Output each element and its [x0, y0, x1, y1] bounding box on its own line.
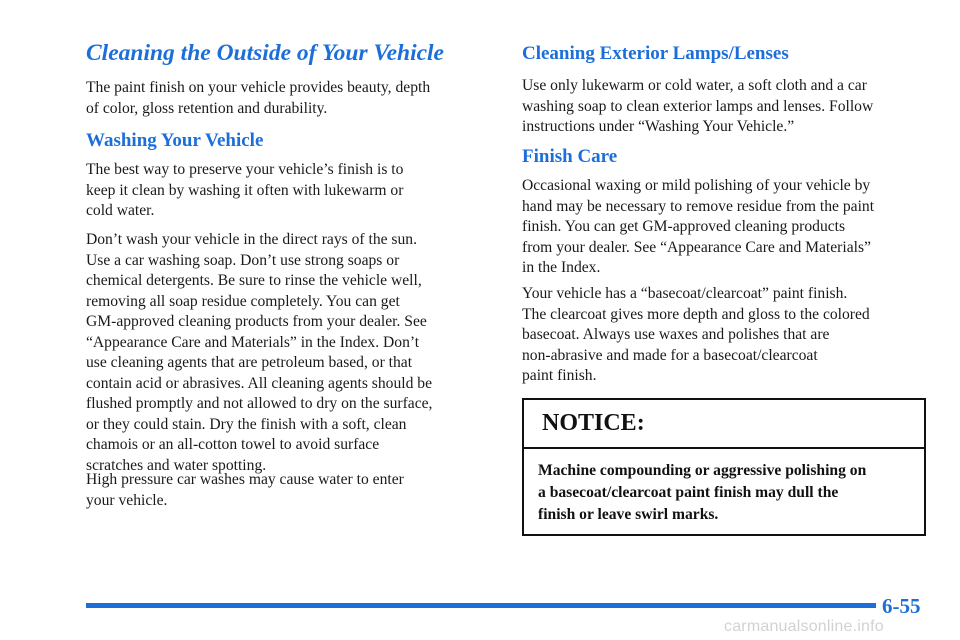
- washing-paragraph-1: [86, 160, 403, 222]
- lamps-paragraph: [522, 76, 873, 138]
- text-line: contain acid or abrasives. All cleaning agents should be: [86, 374, 432, 392]
- text-line: Occasional waxing or mild polishing of your vehicle by: [522, 177, 871, 194]
- finish-care-paragraph-2: [522, 284, 870, 387]
- text-line: in the Index.: [522, 259, 601, 276]
- text-line: The paint finish on your vehicle provides beauty, depth: [86, 79, 431, 96]
- text-line: basecoat. Always use waxes and polishes that are: [522, 326, 830, 343]
- text-line: flushed promptly and not allowed to dry on the surface,: [86, 395, 433, 412]
- text-line: Your vehicle has a “basecoat/clearcoat” paint finish.: [522, 285, 848, 302]
- text-line: scratches and water spotting.: [86, 456, 267, 474]
- text-line: from your dealer. See “Appearance Care and Materials”: [522, 238, 871, 256]
- text-line: non‑abrasive and made for a basecoat/clearcoat: [522, 346, 818, 364]
- notice-header: [524, 400, 924, 449]
- section-heading-finish-care: Finish Care: [522, 146, 618, 167]
- text-line: paint finish.: [522, 367, 597, 384]
- text-line: a basecoat/clearcoat paint finish may dull the: [538, 484, 839, 501]
- section-heading-lamps: Cleaning Exterior Lamps/Lenses: [522, 43, 789, 64]
- text-line: Machine compounding or aggressive polishing on: [538, 462, 867, 479]
- intro-paragraph: [86, 78, 430, 119]
- text-line: keep it clean by washing it often with lukewarm or: [86, 181, 404, 199]
- text-line: your vehicle.: [86, 491, 168, 509]
- page-title: Cleaning the Outside of Your Vehicle: [86, 40, 444, 66]
- section-heading-washing: Washing Your Vehicle: [86, 130, 264, 151]
- notice-box: [522, 398, 926, 536]
- text-line: of color, gloss retention and durability.: [86, 99, 328, 117]
- text-line: Use only lukewarm or cold water, a soft cloth and a car: [522, 77, 867, 94]
- text-line: cold water.: [86, 202, 155, 219]
- notice-body: [538, 460, 866, 526]
- text-line: The best way to preserve your vehicle’s finish is to: [86, 161, 404, 178]
- text-line: chamois or an all‑cotton towel to avoid surface: [86, 436, 380, 453]
- washing-paragraph-2: [86, 230, 432, 476]
- washing-paragraph-3: [86, 470, 404, 511]
- text-line: finish or leave swirl marks.: [538, 506, 719, 523]
- notice-title: NOTICE:: [542, 410, 645, 436]
- text-line: washing soap to clean exterior lamps and lenses. Follow: [522, 97, 874, 115]
- finish-care-paragraph-1: [522, 176, 874, 279]
- text-line: Don’t wash your vehicle in the direct rays of the sun.: [86, 231, 417, 248]
- text-line: hand may be necessary to remove residue from the paint: [522, 197, 875, 215]
- text-line: chemical detergents. Be sure to rinse the vehicle well,: [86, 272, 422, 289]
- text-line: removing all soap residue completely. You can get: [86, 292, 400, 310]
- text-line: GM‑approved cleaning products from your dealer. See: [86, 313, 427, 330]
- text-line: Use a car washing soap. Don’t use strong soaps or: [86, 251, 400, 269]
- text-line: The clearcoat gives more depth and gloss to the colored: [522, 305, 870, 323]
- text-line: High pressure car washes may cause water to enter: [86, 471, 404, 488]
- page-number: 6-55: [882, 594, 921, 618]
- text-line: or they could stain. Dry the finish with a soft, clean: [86, 415, 407, 433]
- watermark: carmanualsonline.info: [724, 618, 884, 635]
- text-line: “Appearance Care and Materials” in the Index. Don’t: [86, 333, 420, 351]
- text-line: instructions under “Washing Your Vehicle.”: [522, 118, 795, 135]
- text-line: use cleaning agents that are petroleum based, or that: [86, 354, 413, 371]
- text-line: finish. You can get GM‑approved cleaning products: [522, 218, 846, 235]
- footer-rule: [86, 603, 876, 608]
